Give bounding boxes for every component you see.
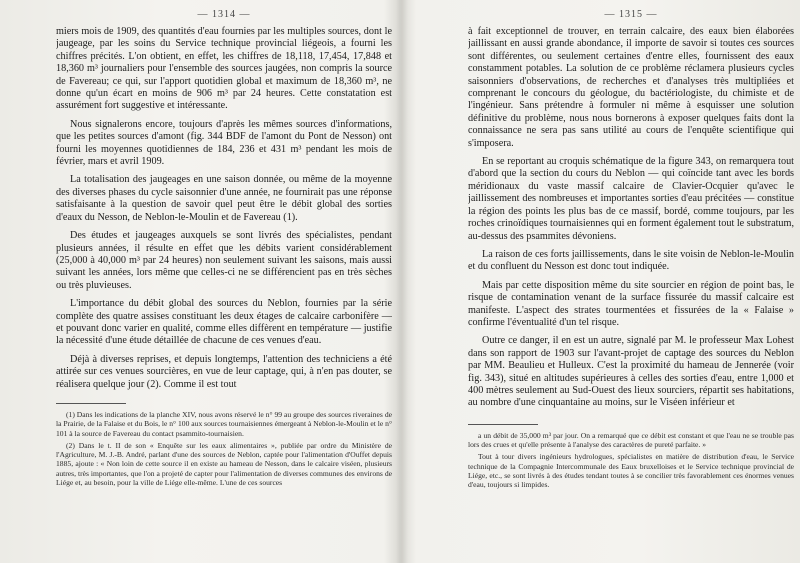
left-page-number: — 1314 — [197, 9, 251, 20]
right-paragraph: Mais par cette disposition même du site sourcier en région de point bas, le risque de contamination venant de la surface fissurée du massif calcaire est manifeste. L'aspect des strates tourmentées et fissurées de la « Falaise » confirme l'éventualité d'un tel risque. [468, 279, 794, 328]
left-footnote: (1) Dans les indications de la planche XIV, nous avons réservé le n° 99 au groupe des sources riveraines de la Prairie, de la Falaise et du Bois, le n° 100 aux sources tournaisiennes émergeant à Neblon-le-Moulin et le n° 101 à la source de Favereau du contact psammito-tournaisien. [56, 409, 392, 438]
left-footnotes [56, 410, 392, 487]
left-footnote-divider [56, 403, 126, 404]
left-page [56, 8, 392, 556]
right-footnotes [468, 431, 794, 490]
book-gutter [396, 0, 408, 563]
left-paragraph: L'importance du débit global des sources du Neblon, fournies par la série complète des quatre assises constituant les deux étages de calcaire carbonifère — et pouvant donc varier en qualité, comme elles diffèrent en température — justifie la nécessité d'une étude détaillée de chacune de ces venues d'eau. [56, 298, 392, 347]
left-body-text [56, 26, 392, 391]
right-body-text [468, 26, 794, 410]
right-paragraph: En se reportant au croquis schématique de la figure 343, on remarquera tout d'abord que la section du cours du Neblon — qui coïncide tant avec les bords méridionaux du vaste massif calcaire de Clavier-Ocquier qu'avec le jaillissement des nombreuses et importantes sorties d'eau précitées — constitue la région des points les plus bas de ce massif, bordé, comme toujours, par les roches crinoïdiques tournaisiennes qui en forment également tout le substratum, au-dessus des psammites dévoniens. [468, 156, 794, 242]
left-paragraph: La totalisation des jaugeages en une saison donnée, ou même de la moyenne des diverses phases du cycle saisonnier d'une année, ne fournirait pas une réponse satisfaisante à la question de savoir quel peut être le débit global des sorties d'eaux du Nesson, de Neblon-le-Moulin et de Favereau (1). [56, 174, 392, 223]
right-paragraph: La raison de ces forts jaillissements, dans le site voisin de Neblon-le-Moulin et du confluent du Nesson est donc tout indiquée. [468, 248, 794, 273]
right-footnote-divider [468, 424, 538, 425]
right-paragraph: Outre ce danger, il en est un autre, signalé par M. le professeur Max Lohest dans son rapport de 1903 sur l'avant-projet de captage des sources du Neblon par MM. Beaulieu et Hulleux. C'est la proximité du hameau de Jennerée (voir fig. 343), situé en altitudes supérieures à celles des sorties d'eau, entre 1,000 et 400 mètres seulement au Sud-Ouest des lieux sourciers, répartit ses habitations, au nombre d'une cinquantaine au moins, sur le Viséen inférieur et [468, 335, 794, 409]
right-paragraph: à fait exceptionnel de trouver, en terrain calcaire, des eaux bien élaborées jaillissant en aussi grande abondance, il importe de savoir si toutes ces sources sont différentes, ou seulement certaines d'entre elles, fournissent des eaux constamment potables. La solution de ce problème réclamera plusieurs cycles saisonniers d'observations, de recherches et d'analyses très multipliées et comprenant le concours du géologue, du bactériologiste, du chimiste et de l'ingénieur. Sans prétendre à formuler ni même à esquisser une solution définitive du problème, nous nous bornerons à exposer quelques faits dont la connaissance ne sera pas sans utilité au cours de l'enquête scientifique qui s'imposera. [468, 26, 794, 149]
left-paragraph: Des études et jaugeages auxquels se sont livrés des spécialistes, pendant plusieurs années, il résulte en effet que les débits varient considérablement (25,000 à 40,000 m³ par 24 heures) non seulement suivant les saisons, mais aussi suivant les années, lors même que celles-ci ne se différencient pas en très sèches ou très pluvieuses. [56, 230, 392, 291]
left-footnote: (2) Dans le t. II de son « Enquête sur les eaux alimentaires », publiée par ordre du Ministère de l'Agriculture, M. J.-B. André, parlant d'une des sources de Neblon, captée pour l'alimentation d'Ouffet depuis 1885, ajoute : « Non loin de cette source il en existe au hameau de Nesson, dans le calcaire viséen, plusieurs autres, très importantes, que l'on a projeté de capter pour l'alimentation de diverses communes des environs de Liége et, au besoin, pour la ville de Liége elle-même. L'une de ces sources [56, 440, 392, 488]
left-paragraph: miers mois de 1909, des quantités d'eau fournies par les multiples sources, dont le jaugeage, par les soins du Service technique provincial liégeois, a fourni les chiffres précités. L'on obtient, en effet, les chiffres de 18,118, 17,454, 17,848 et 18,360 m³ journaliers pour l'ensemble des sources jaugées, non compris la source de Favereau; ce qui, sur l'apport quotidien global et maximum de 18,360 m³, ne donne qu'un écart en moins de 906 m³ par 24 heures. Cette constatation est assurément fort suggestive et intéressante. [56, 26, 392, 112]
right-footnote: Tout à tour divers ingénieurs hydrologues, spécialistes en matière de distribution d'eau, le Service technique de la Compagnie Intercommunale des Eaux bruxelloises et le Service technique provincial de Liége, etc., se sont livrés à des études tendant toutes à se concilier très favorablement ces énormes venues d'eau, toujours si limpides. [468, 452, 794, 490]
right-page [468, 8, 794, 556]
left-paragraph: Nous signalerons encore, toujours d'après les mêmes sources d'informations, que les petites sources d'amont (fig. 344 BDF de l'amont du Pont de Nesson) ont fourni les moyennes quotidiennes de 184, 236 et 431 m³ pendant les mois de février, mars et avril 1909. [56, 118, 392, 168]
right-page-number: — 1315 — [604, 9, 658, 20]
right-footnote: a un débit de 35,000 m³ par jour. On a remarqué que ce débit est constant et que l'eau ne se trouble pas lors des crues et qu'elle présente à l'analyse des caractères de pureté parfaite. » [468, 430, 794, 450]
left-paragraph: Déjà à diverses reprises, et depuis longtemps, l'attention des techniciens a été attirée sur ces venues sourcières, en vue de leur captage, qui, à n'en pas douter, se réalisera quelque jour (2). Comme il est tout [56, 353, 392, 390]
